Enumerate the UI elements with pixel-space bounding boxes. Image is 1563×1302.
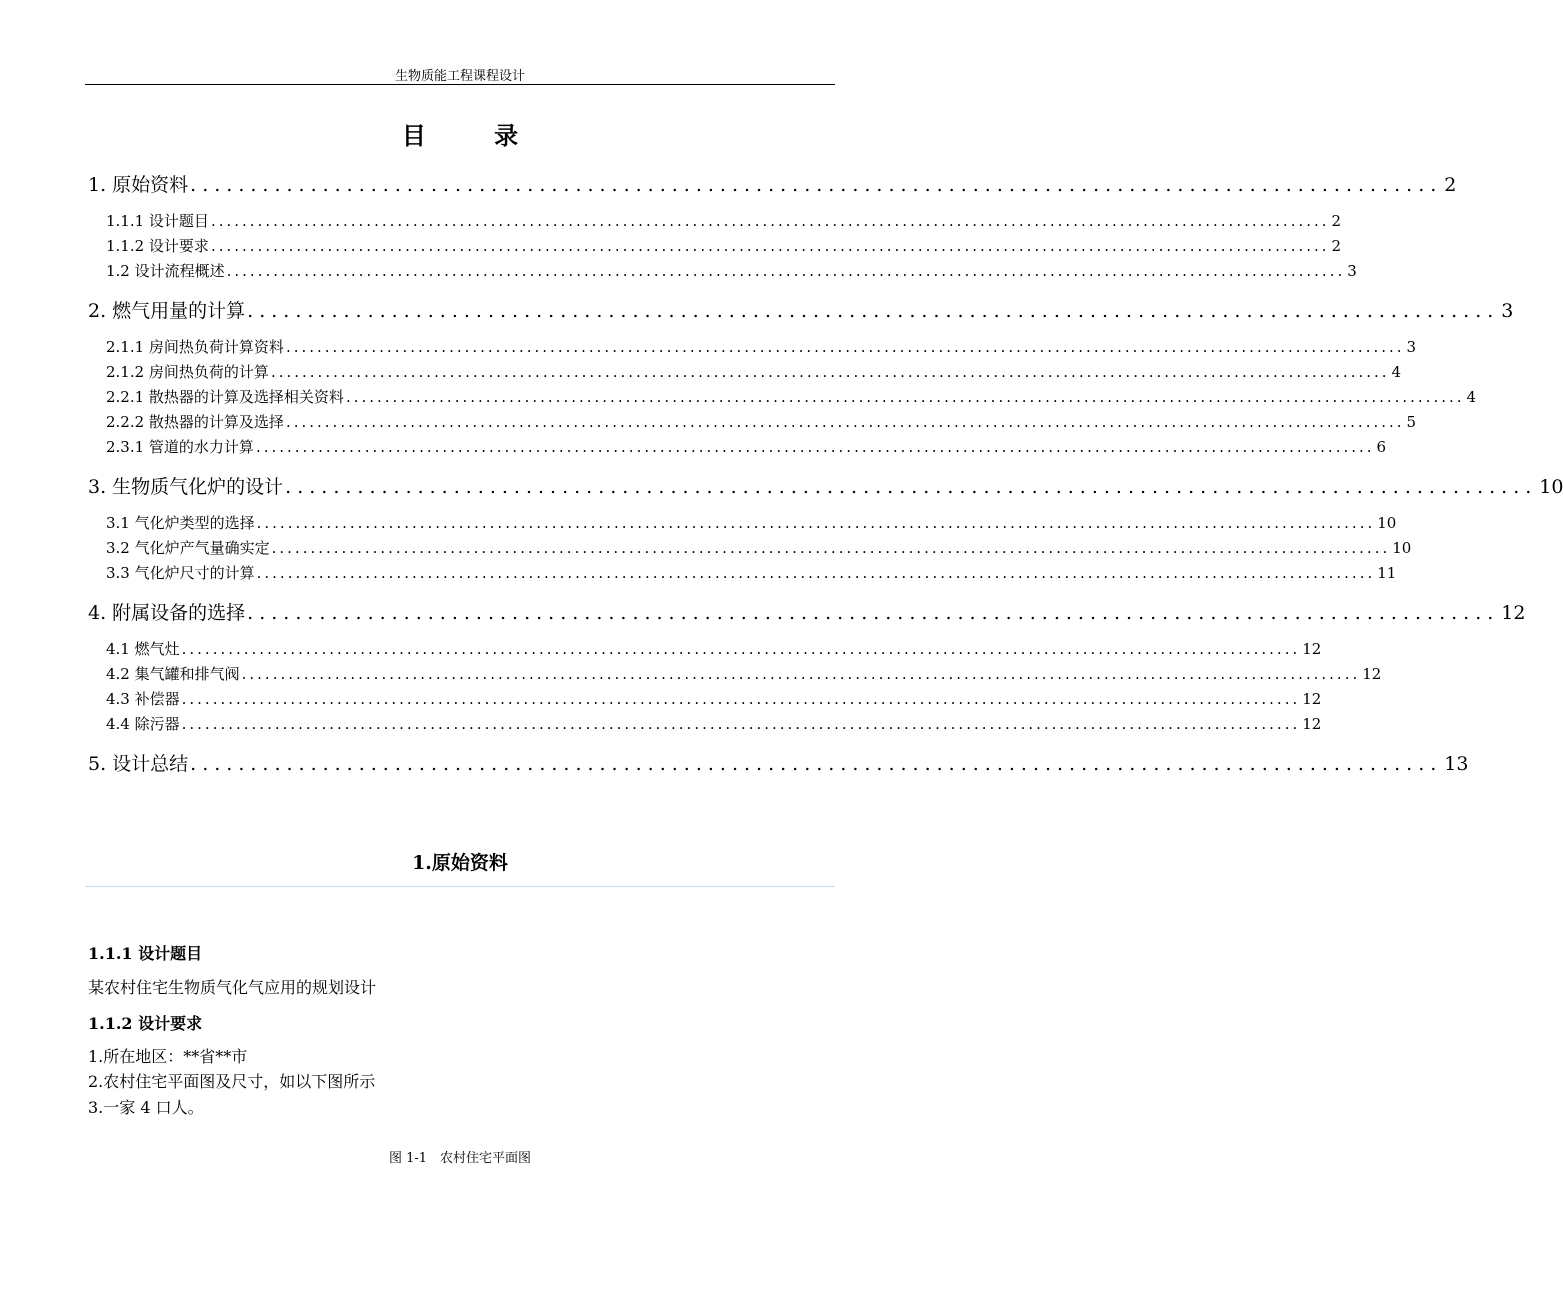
toc-entry-label: 4.1 燃气灶 <box>106 640 180 658</box>
toc-leader-dots: ................................................................................................................................................ <box>181 715 1301 733</box>
toc-leader-dots: ................................................................................................................................................ <box>181 690 1301 708</box>
toc-entry[interactable] <box>106 436 1387 457</box>
toc-leader-dots: ................................................................................................................................................ <box>226 262 1346 280</box>
toc-entry-page: 4 <box>1391 363 1402 381</box>
toc-entry-page: 12 <box>1302 690 1322 708</box>
toc-entry-label: 1.1.1 设计题目 <box>106 212 209 230</box>
section-divider <box>85 886 835 887</box>
toc-entry[interactable] <box>88 296 1514 323</box>
toc-entry-label: 3.2 气化炉产气量确实定 <box>106 539 270 557</box>
toc-leader-dots: ................................................................................................................................................ <box>285 338 1405 356</box>
subsection-heading-design-requirements: 1.1.2 设计要求 <box>88 1014 203 1033</box>
requirement-item: 2.农村住宅平面图及尺寸，如以下图所示 <box>88 1072 376 1091</box>
toc-entry-label: 3.3 气化炉尺寸的计算 <box>106 564 255 582</box>
toc-title: 目 录 <box>401 121 549 150</box>
toc-entry-label: 4.4 除污器 <box>106 715 180 733</box>
header-divider <box>85 84 835 85</box>
toc-entry-label: 2.2.1 散热器的计算及选择相关资料 <box>106 388 344 406</box>
section-heading: 1.原始资料 <box>412 852 508 874</box>
design-topic-text: 某农村住宅生物质气化气应用的规划设计 <box>88 978 377 997</box>
toc-entry[interactable] <box>106 537 1412 558</box>
requirement-item: 3.一家 4 口人。 <box>88 1098 204 1117</box>
toc-leader-dots: ................................................................................................................................................ <box>181 640 1301 658</box>
subsection-heading-design-topic: 1.1.1 设计题目 <box>88 944 203 963</box>
toc-entry-page: 3 <box>1347 262 1357 280</box>
toc-entry-label: 5. 设计总结 <box>88 753 189 775</box>
toc-entry[interactable] <box>106 336 1417 357</box>
toc-entry[interactable] <box>106 663 1382 684</box>
toc-entry-page: 10 <box>1539 476 1563 498</box>
toc-leader-dots: ................................................................................................................................................ <box>256 564 1376 582</box>
figure-caption: 图 1-1 农村住宅平面图 <box>388 1151 532 1166</box>
toc-entry[interactable] <box>88 598 1526 625</box>
toc-entry-page: 2 <box>1444 174 1457 196</box>
toc-leader-dots: ................................................................................................................................................ <box>271 539 1391 557</box>
toc-entry-page: 5 <box>1406 413 1417 431</box>
toc-entry[interactable] <box>88 472 1563 499</box>
toc-entry-page: 2 <box>1331 237 1342 255</box>
toc-leader-dots: ................................................................................................................................................ <box>285 413 1405 431</box>
toc-leader-dots: ........................................................................................................ <box>247 602 1500 624</box>
toc-entry-page: 12 <box>1501 602 1526 624</box>
toc-entry-label: 4.2 集气罐和排气阀 <box>106 665 240 683</box>
toc-entry[interactable] <box>106 361 1402 382</box>
toc-entry[interactable] <box>106 386 1477 407</box>
toc-leader-dots: ................................................................................................................................................ <box>345 388 1465 406</box>
toc-entry-page: 3 <box>1406 338 1417 356</box>
toc-leader-dots: ........................................................................................................ <box>190 174 1443 196</box>
toc-entry-label: 1.2 设计流程概述 <box>106 262 225 280</box>
toc-leader-dots: ................................................................................................................................................ <box>241 665 1361 683</box>
toc-leader-dots: ................................................................................................................................................ <box>210 212 1330 230</box>
page-header-title: 生物质能工程课程设计 <box>394 69 525 84</box>
toc-entry-page: 2 <box>1331 212 1342 230</box>
toc-entry-label: 2.1.1 房间热负荷计算资料 <box>106 338 284 356</box>
toc-entry-label: 2.1.2 房间热负荷的计算 <box>106 363 269 381</box>
toc-entry-label: 1. 原始资料 <box>88 174 189 196</box>
toc-entry-page: 12 <box>1302 715 1322 733</box>
toc-entry[interactable] <box>106 688 1322 709</box>
toc-entry-page: 3 <box>1501 300 1514 322</box>
toc-leader-dots: ........................................................................................................ <box>247 300 1500 322</box>
toc-entry-label: 4. 附属设备的选择 <box>88 602 246 624</box>
toc-leader-dots: ................................................................................................................................................ <box>270 363 1390 381</box>
toc-entry-page: 10 <box>1377 514 1397 532</box>
toc-entry[interactable] <box>106 562 1397 583</box>
toc-leader-dots: ........................................................................................................ <box>285 476 1538 498</box>
toc-entry-label: 2. 燃气用量的计算 <box>88 300 246 322</box>
toc-leader-dots: ........................................................................................................ <box>190 753 1443 775</box>
toc-entry-page: 12 <box>1362 665 1382 683</box>
toc-entry-label: 2.2.2 散热器的计算及选择 <box>106 413 284 431</box>
toc-leader-dots: ................................................................................................................................................ <box>255 438 1375 456</box>
toc-entry-label: 4.3 补偿器 <box>106 690 180 708</box>
toc-entry[interactable] <box>106 638 1322 659</box>
toc-entry-page: 6 <box>1376 438 1387 456</box>
toc-entry[interactable] <box>106 210 1342 231</box>
toc-entry[interactable] <box>88 170 1457 197</box>
toc-entry-label: 3.1 气化炉类型的选择 <box>106 514 255 532</box>
toc-entry[interactable] <box>106 512 1397 533</box>
toc-entry-page: 4 <box>1466 388 1477 406</box>
toc-entry[interactable] <box>88 749 1469 776</box>
toc-entry-label: 3. 生物质气化炉的设计 <box>88 476 284 498</box>
toc-entry-page: 10 <box>1392 539 1412 557</box>
toc-leader-dots: ................................................................................................................................................ <box>256 514 1376 532</box>
toc-entry-page: 12 <box>1302 640 1322 658</box>
toc-entry[interactable] <box>106 411 1417 432</box>
toc-entry-label: 2.3.1 管道的水力计算 <box>106 438 254 456</box>
toc-entry[interactable] <box>106 713 1322 734</box>
toc-entry-page: 11 <box>1377 564 1397 582</box>
toc-leader-dots: ................................................................................................................................................ <box>210 237 1330 255</box>
toc-entry-page: 13 <box>1444 753 1469 775</box>
toc-entry-label: 1.1.2 设计要求 <box>106 237 209 255</box>
toc-entry[interactable] <box>106 260 1357 281</box>
requirement-item: 1.所在地区：**省**市 <box>88 1047 248 1066</box>
toc-entry[interactable] <box>106 235 1342 256</box>
